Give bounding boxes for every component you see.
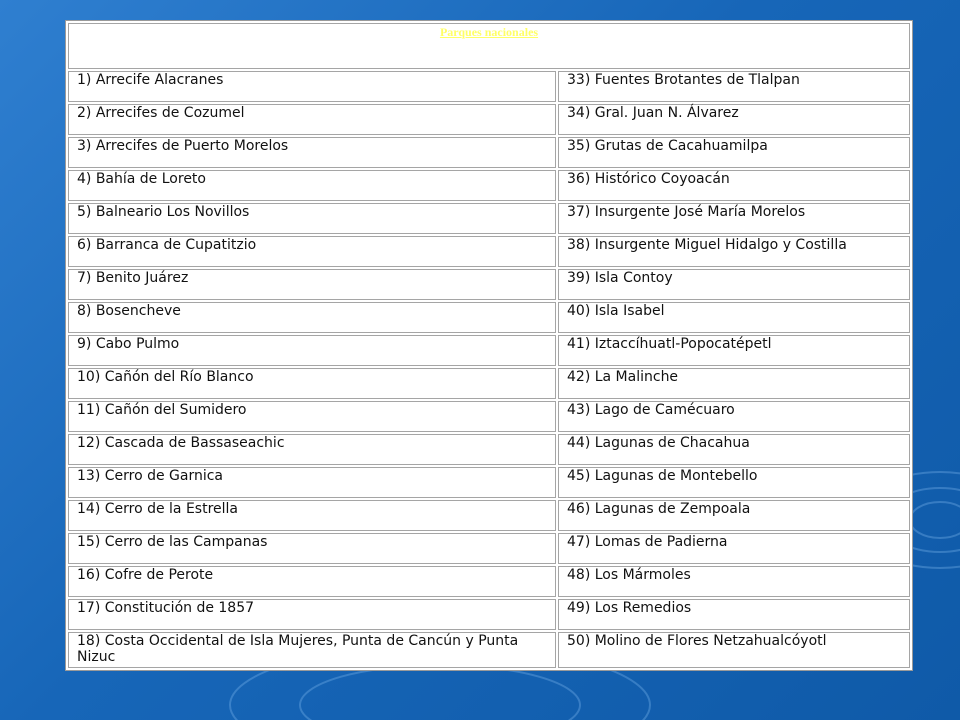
left-park-cell xyxy=(68,566,556,597)
table-row xyxy=(68,104,910,135)
table-row xyxy=(68,368,910,399)
left-park-cell xyxy=(68,104,556,135)
left-park-cell xyxy=(68,302,556,333)
park-name: 10) Cañón del Río Blanco xyxy=(77,369,254,385)
park-name: 15) Cerro de las Campanas xyxy=(77,534,268,550)
right-park-cell xyxy=(558,302,910,333)
park-name: 34) Gral. Juan N. Álvarez xyxy=(567,105,739,121)
park-name: 44) Lagunas de Chacahua xyxy=(567,435,750,451)
right-park-cell xyxy=(558,170,910,201)
park-name: 5) Balneario Los Novillos xyxy=(77,204,250,220)
table-row xyxy=(68,500,910,531)
park-name: 4) Bahía de Loreto xyxy=(77,171,206,187)
table-row xyxy=(68,269,910,300)
right-park-cell xyxy=(558,500,910,531)
left-park-cell xyxy=(68,236,556,267)
park-name: 14) Cerro de la Estrella xyxy=(77,501,239,517)
right-park-cell xyxy=(558,236,910,267)
park-name: 48) Los Mármoles xyxy=(567,567,691,583)
park-name: 7) Benito Juárez xyxy=(77,270,189,286)
national-parks-table xyxy=(65,20,913,671)
left-park-cell xyxy=(68,599,556,630)
park-name: 35) Grutas de Cacahuamilpa xyxy=(567,138,768,154)
left-park-cell xyxy=(68,467,556,498)
right-park-cell xyxy=(558,269,910,300)
right-park-cell xyxy=(558,203,910,234)
left-park-cell xyxy=(68,434,556,465)
park-name: 41) Iztaccíhuatl-Popocatépetl xyxy=(567,336,772,352)
park-name: 39) Isla Contoy xyxy=(567,270,673,286)
left-park-cell xyxy=(68,71,556,102)
park-name: 43) Lago de Camécuaro xyxy=(567,402,735,418)
right-park-cell xyxy=(558,137,910,168)
left-park-cell xyxy=(68,368,556,399)
table-row xyxy=(68,599,910,630)
park-name: 50) Molino de Flores Netzahualcóyotl xyxy=(567,633,827,649)
right-park-cell xyxy=(558,467,910,498)
left-park-cell xyxy=(68,137,556,168)
left-park-cell xyxy=(68,170,556,201)
table-row xyxy=(68,236,910,267)
park-name: 47) Lomas de Padierna xyxy=(567,534,728,550)
table-title: Parques nacionales xyxy=(439,25,539,39)
table-row xyxy=(68,71,910,102)
park-name: 16) Cofre de Perote xyxy=(77,567,214,583)
park-name: 37) Insurgente José María Morelos xyxy=(567,204,806,220)
park-name: 45) Lagunas de Montebello xyxy=(567,468,758,484)
right-park-cell xyxy=(558,533,910,564)
right-park-cell xyxy=(558,368,910,399)
park-name: 46) Lagunas de Zempoala xyxy=(567,501,751,517)
right-park-cell xyxy=(558,71,910,102)
left-park-cell xyxy=(68,269,556,300)
table-row xyxy=(68,335,910,366)
park-name: 42) La Malinche xyxy=(567,369,679,385)
right-park-cell xyxy=(558,599,910,630)
park-name: 9) Cabo Pulmo xyxy=(77,336,180,352)
park-name: 36) Histórico Coyoacán xyxy=(567,171,730,187)
park-name: 1) Arrecife Alacranes xyxy=(77,72,224,88)
park-name: 8) Bosencheve xyxy=(77,303,181,319)
park-name: 2) Arrecifes de Cozumel xyxy=(77,105,245,121)
park-name: 49) Los Remedios xyxy=(567,600,692,616)
park-name: 3) Arrecifes de Puerto Morelos xyxy=(77,138,289,154)
park-name: 11) Cañón del Sumidero xyxy=(77,402,247,418)
right-park-cell xyxy=(558,401,910,432)
table-row xyxy=(68,401,910,432)
right-park-cell xyxy=(558,434,910,465)
table-row xyxy=(68,632,910,668)
table-row xyxy=(68,533,910,564)
park-name: 13) Cerro de Garnica xyxy=(77,468,224,484)
table-row xyxy=(68,170,910,201)
right-park-cell xyxy=(558,632,910,668)
left-park-cell xyxy=(68,401,556,432)
table-row xyxy=(68,137,910,168)
table-row xyxy=(68,302,910,333)
left-park-cell xyxy=(68,500,556,531)
left-park-cell xyxy=(68,533,556,564)
table-row xyxy=(68,566,910,597)
right-park-cell xyxy=(558,566,910,597)
table-header-row xyxy=(68,23,910,69)
park-name: 40) Isla Isabel xyxy=(567,303,665,319)
park-name: 18) Costa Occidental de Isla Mujeres, Punta de Cancún y Punta Nizuc xyxy=(77,633,519,665)
table-row xyxy=(68,203,910,234)
table-row xyxy=(68,434,910,465)
left-park-cell xyxy=(68,203,556,234)
left-park-cell xyxy=(68,632,556,668)
park-name: 17) Constitución de 1857 xyxy=(77,600,255,616)
park-name: 33) Fuentes Brotantes de Tlalpan xyxy=(567,72,800,88)
left-park-cell xyxy=(68,335,556,366)
park-name: 6) Barranca de Cupatitzio xyxy=(77,237,257,253)
park-name: 38) Insurgente Miguel Hidalgo y Costilla xyxy=(567,237,847,253)
park-name: 12) Cascada de Bassaseachic xyxy=(77,435,285,451)
table-header-cell xyxy=(68,23,910,69)
right-park-cell xyxy=(558,104,910,135)
right-park-cell xyxy=(558,335,910,366)
table-row xyxy=(68,467,910,498)
